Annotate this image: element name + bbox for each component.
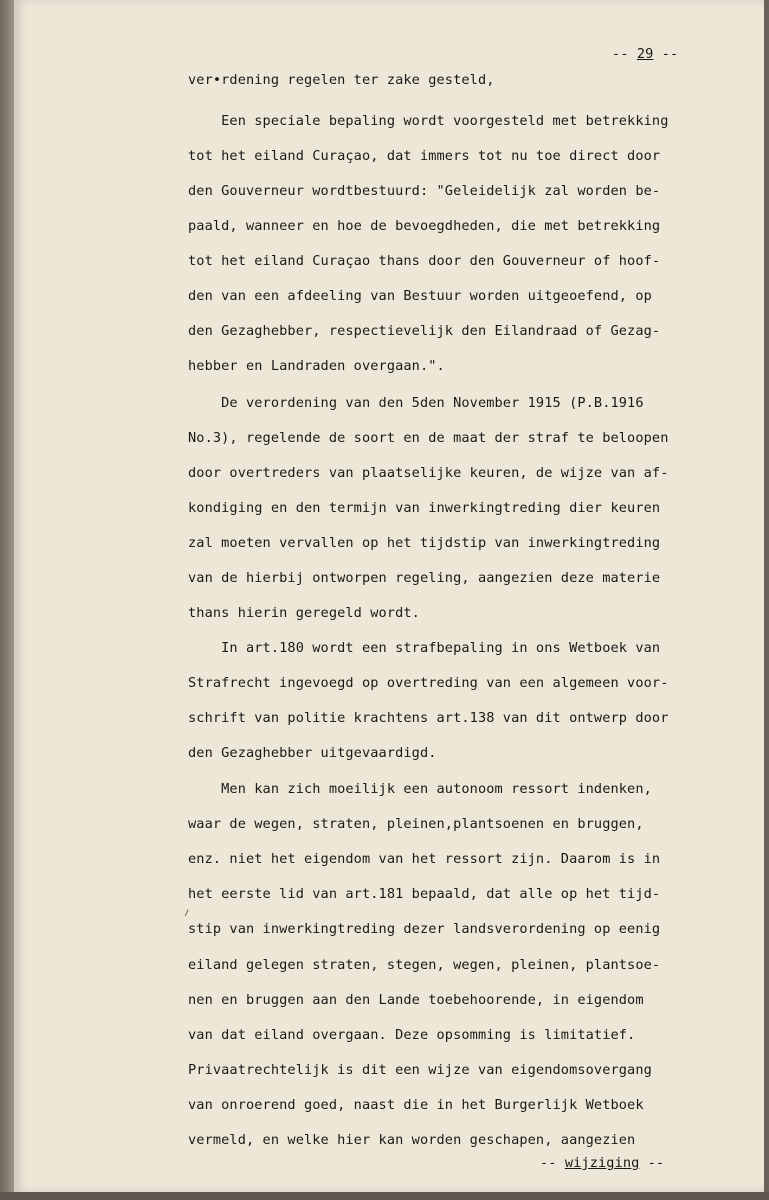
page-right-edge <box>764 0 769 1200</box>
text-line: zal moeten vervallen op het tijdstip van inwerkingtreding <box>188 535 661 551</box>
text-line: den van een afdeeling van Bestuur worden uitgeoefend, op <box>188 288 652 304</box>
text-line: vermeld, en welke hier kan worden geschapen, aangezien <box>188 1132 636 1148</box>
text-line: hebber en Landraden overgaan.". <box>188 358 445 374</box>
text-line: ver•rdening regelen ter zake gesteld, <box>188 72 495 88</box>
text-line: De verordening van den 5den November 1915 (P.B.1916 <box>188 395 644 411</box>
text-line: van de hierbij ontworpen regeling, aangezien deze materie <box>188 570 661 586</box>
text-line: Strafrecht ingevoegd op overtreding van een algemeen voor- <box>188 675 669 691</box>
text-line: Een speciale bepaling wordt voorgesteld met betrekking <box>188 113 669 129</box>
text-line: nen en bruggen aan den Lande toebehoorende, in eigendom <box>188 992 644 1008</box>
page-number-value: 29 <box>636 46 654 62</box>
text-line: No.3), regelende de soort en de maat der straf te beloopen <box>188 430 669 446</box>
text-line: schrift van politie krachtens art.138 van dit ontwerp door <box>188 710 669 726</box>
text-line: thans hierin geregeld wordt. <box>188 605 420 621</box>
text-line: den Gezaghebber uitgevaardigd. <box>188 745 437 761</box>
book-spine <box>0 0 14 1200</box>
page-number <box>612 46 678 62</box>
text-line: waar de wegen, straten, pleinen,plantsoenen en bruggen, <box>188 816 644 832</box>
document-page <box>14 0 764 1192</box>
text-line: van dat eiland overgaan. Deze opsomming is limitatief. <box>188 1027 636 1043</box>
text-line: paald, wanneer en hoe de bevoegdheden, die met betrekking <box>188 218 661 234</box>
text-line: Men kan zich moeilijk een autonoom ressort indenken, <box>188 781 652 797</box>
text-line: stip van inwerkingtreding dezer landsverordening op eenig <box>188 921 661 937</box>
catchword-prefix: -- <box>540 1155 565 1171</box>
text-line: kondiging en den termijn van inwerkingtreding dier keuren <box>188 500 661 516</box>
text-line: In art.180 wordt een strafbepaling in ons Wetboek van <box>188 640 661 656</box>
catchword-suffix: -- <box>639 1155 665 1171</box>
text-line: tot het eiland Curaçao, dat immers tot nu toe direct door <box>188 148 661 164</box>
text-line: het eerste lid van art.181 bepaald, dat alle op het tijd- <box>188 886 661 902</box>
text-line: Privaatrechtelijk is dit een wijze van eigendomsovergang <box>188 1062 652 1078</box>
text-line: door overtreders van plaatselijke keuren, de wijze van af- <box>188 465 669 481</box>
catchword <box>540 1155 664 1171</box>
text-line: den Gezaghebber, respectievelijk den Eilandraad of Gezag- <box>188 323 661 339</box>
page-number-suffix: -- <box>653 46 679 62</box>
catchword-value: wijziging <box>564 1155 640 1171</box>
text-line: tot het eiland Curaçao thans door den Gouverneur of hoof- <box>188 253 661 269</box>
page-bottom-edge <box>0 1192 769 1200</box>
text-line: van onroerend goed, naast die in het Burgerlijk Wetboek <box>188 1097 644 1113</box>
text-line: enz. niet het eigendom van het ressort zijn. Daarom is in <box>188 851 661 867</box>
page-number-prefix: -- <box>612 46 637 62</box>
text-line: eiland gelegen straten, stegen, wegen, pleinen, plantsoe- <box>188 957 661 973</box>
text-line: den Gouverneur wordtbestuurd: "Geleidelijk zal worden be- <box>188 183 661 199</box>
